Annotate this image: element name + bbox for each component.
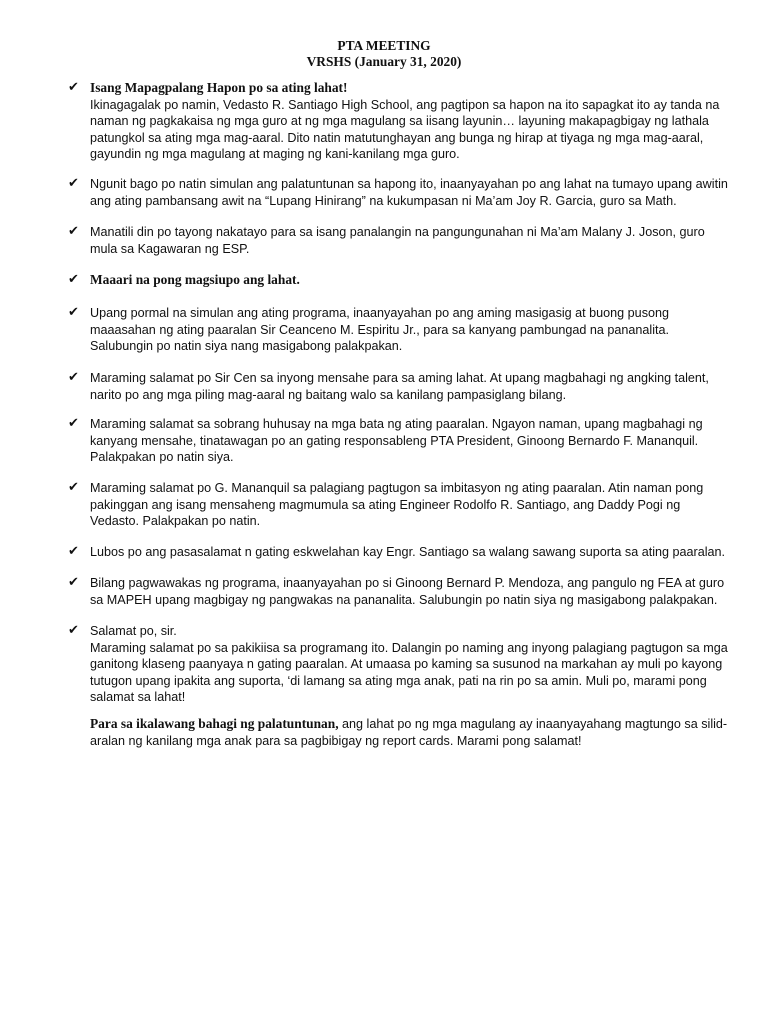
program-item-national-anthem: [68, 176, 730, 209]
program-item-pta-president-message: [68, 416, 730, 466]
checkmark-icon: ✔: [68, 176, 79, 191]
checkmark-icon: ✔: [68, 224, 79, 239]
program-item-intermission-number: [68, 370, 730, 403]
checkmark-icon: ✔: [68, 80, 79, 95]
document-subtitle: VRSHS (January 31, 2020): [306, 54, 462, 69]
item-text: Ngunit bago po natin simulan ang palatuntunan sa hapong ito, inaanyayahan po ang lahat na tumayo upang awitin ang ating pambansang awit na “Lupang Hinirang” na kukumpasan ni Ma’am Joy R. Garcia, guro sa Math.: [90, 177, 728, 208]
program-item-opening-remarks: [68, 305, 730, 355]
item-text: Maraming salamat po Sir Cen sa inyong mensahe para sa aming lahat. At upang magbahagi ng angking talent, narito po ang mga piling mag-aaral ng baitang walo sa kanilang pampasiglang bilang.: [90, 371, 709, 402]
checkmark-icon: ✔: [68, 272, 79, 287]
program-item-thanks-engineer: [68, 544, 730, 561]
checkmark-icon: ✔: [68, 623, 79, 638]
checkmark-icon: ✔: [68, 575, 79, 590]
program-item-closing-thanks: [68, 623, 730, 706]
item-heading: Salamat po, sir.: [90, 624, 177, 638]
closing-text: ang lahat po ng mga magulang ay inaanyayahang magtungo sa silid-aralan ng kanilang mga anak para sa pagbibigay ng report cards. Marami pong salamat!: [90, 717, 728, 748]
item-text: Lubos po ang pasasalamat n gating eskwelahan kay Engr. Santiago sa walang sawang suporta sa ating paaralan.: [90, 545, 726, 559]
checkmark-icon: ✔: [68, 305, 79, 320]
item-text: Upang pormal na simulan ang ating programa, inaanyayahan po ang aming masigasig at buong pusong maaasahan ng ating paaralan Sir Ceanceno M. Espiritu Jr., para sa kanyang pambungad na pananalita. Salubungin po natin siya nang masigabong palakpakan.: [90, 306, 669, 353]
item-text: Manatili din po tayong nakatayo para sa isang panalangin na pangungunahan ni Ma’am Malany J. Joson, guro mula sa Kagawaran ng ESP.: [90, 225, 705, 256]
item-text: Maaari na pong magsiupo ang lahat.: [90, 272, 300, 287]
closing-paragraph: [90, 716, 730, 749]
item-text: Maraming salamat po sa pakikiisa sa programang ito. Dalangin po naming ang inyong palagiang pagtugon sa mga ganitong klaseng paanyaya n gating paaralan. At umaasa po kaming sa susunod na markahan ay muli po kayong tutugon upang ipakita ang suporta, ‘di lamang sa ating mga anak, pati na rin po sa amin. Muli po, marami pong salamat sa lahat!: [90, 640, 728, 704]
closing-lead: Para sa ikalawang bahagi ng palatuntunan,: [90, 716, 339, 731]
checkmark-icon: ✔: [68, 416, 79, 431]
item-text: Maraming salamat sa sobrang huhusay na mga bata ng ating paaralan. Ngayon naman, upang magbahagi ng kanyang mensahe, tinatawagan po an gating responsableng PTA President, Ginoong Bernardo F. Mananquil. Palakpakan po natin siya.: [90, 417, 703, 464]
program-item-closing-remarks: [68, 575, 730, 608]
item-heading: Isang Mapagpalang Hapon po sa ating lahat!: [90, 80, 348, 95]
document-title: PTA MEETING: [337, 38, 431, 53]
checkmark-icon: ✔: [68, 544, 79, 559]
program-item-engineer-message: [68, 480, 730, 530]
item-text: Maraming salamat po G. Mananquil sa palagiang pagtugon sa imbitasyon ng ating paaralan. Atin naman pong pakinggan ang isang mensaheng magmumula sa ating Engineer Rodolfo R. Santiago, ang Daddy Pogi ng Vedasto. Palakpakan po natin.: [90, 481, 704, 528]
checkmark-icon: ✔: [68, 480, 79, 495]
program-item-opening-greeting: [68, 80, 730, 163]
item-text: Bilang pagwawakas ng programa, inaanyayahan po si Ginoong Bernard P. Mendoza, ang pangulo ng FEA at guro sa MAPEH upang magbigay ng pangwakas na pananalita. Salubungin po natin siya ng masigabong palakpakan.: [90, 576, 725, 607]
program-item-be-seated: [68, 272, 730, 289]
program-item-prayer: [68, 224, 730, 257]
item-text: Ikinagagalak po namin, Vedasto R. Santiago High School, ang pagtipon sa hapon na ito sapagkat ito ay tanda na naman ng pagkakaisa ng mga guro at ng mga magulang sa iisang layunin… layuning makapagbigay ng lathala patungkol sa ating mga mag-aaral. Dito natin matutunghayan ang bunga ng hirap at tiyaga ng mga mag-aaral, gayundin ng mga magulang at maging ng kani-kanilang mga guro.: [90, 97, 720, 161]
checkmark-icon: ✔: [68, 370, 79, 385]
